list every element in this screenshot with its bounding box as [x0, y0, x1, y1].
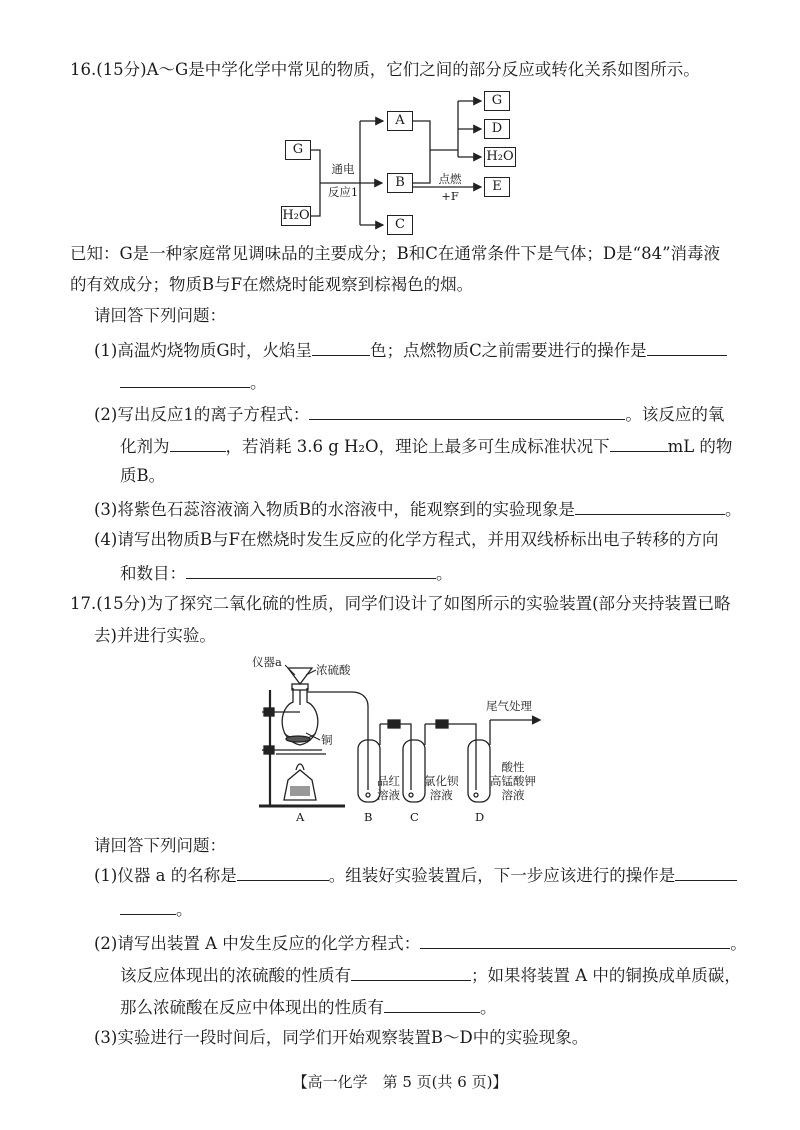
box-g-output: G [484, 91, 510, 111]
q17-part2-line2 [120, 962, 741, 988]
tag-d: D [475, 810, 485, 824]
label-d-solution-line1: 酸性 [501, 760, 525, 774]
tag-a: A [296, 810, 305, 824]
q17-p2-text-e: 。 [480, 998, 497, 1017]
q16-p1-text-a: (1)高温灼烧物质G时，火焰呈 [94, 341, 313, 360]
q17-stem-line2: 去)并进行实验。 [94, 626, 216, 645]
q17-p1-blank-instrument[interactable] [237, 862, 329, 881]
label-c-solution [424, 774, 459, 802]
q17-p2-text-a: (2)请写出装置 A 中发生反应的化学方程式： [94, 934, 421, 953]
q16-p4-end: 。 [436, 564, 453, 583]
q16-p2-text-c: 化剂为 [120, 437, 170, 456]
q16-p2-text-d: ，若消耗 3.6 g H₂O，理论上最多可生成标准状况下 [225, 437, 610, 456]
label-plus-f: +F [441, 189, 459, 203]
box-d: D [484, 119, 510, 139]
q17-p2-text-d: 那么浓硫酸在反应中体现出的性质有 [120, 998, 384, 1017]
q16-part2-line3: 质B。 [120, 466, 166, 485]
q17-p1-end: 。 [176, 900, 193, 919]
box-c: C [387, 215, 413, 235]
box-e: E [484, 177, 510, 197]
q17-p1-text-b: 。组装好实验装置后，下一步应该进行的操作是 [328, 866, 676, 885]
label-instrument-a: 仪器a [252, 655, 282, 669]
label-reaction1: 反应1 [327, 185, 359, 199]
tag-b: B [364, 810, 373, 824]
label-d-solution-line2: 高锰酸钾 [490, 774, 536, 788]
box-water-input: H₂O [281, 206, 311, 226]
q16-p4-text-b: 和数目： [120, 564, 186, 583]
box-water-output: H₂O [484, 147, 516, 167]
label-b-solution-line1: 品红 [377, 774, 400, 788]
page-footer: 【高一化学 第 5 页(共 6 页)】 [292, 1073, 508, 1091]
q17-p2-end: 。 [730, 934, 747, 953]
q16-p1-end: 。 [250, 373, 267, 392]
q17-part2 [94, 930, 747, 956]
q17-stem-line1: 17.(15分)为了探究二氧化硫的性质，同学们设计了如图所示的实验装置(部分夹持装置已略 [70, 594, 731, 613]
q16-part4: (4)请写出物质B与F在燃烧时发生反应的化学方程式，并用双线桥标出电子转移的方向 [94, 530, 719, 549]
q16-p2-text-a: (2)写出反应1的离子方程式： [94, 405, 310, 424]
q17-p1-blank-operation-cont[interactable] [120, 896, 176, 915]
label-ignite: 点燃 [438, 172, 462, 186]
q16-ask: 请回答下列问题： [94, 306, 226, 325]
q17-part1-cont [120, 896, 193, 922]
q17-ask: 请回答下列问题： [94, 836, 226, 855]
q16-known-line2: 的有效成分；物质B与F在燃烧时能观察到棕褐色的烟。 [70, 275, 474, 294]
box-g-input: G [285, 140, 311, 160]
label-d-solution-line3: 溶液 [501, 788, 525, 802]
label-electrolysis: 通电 [331, 162, 355, 176]
label-b-solution [377, 774, 400, 802]
q17-part3: (3)实验进行一段时间后，同学们开始观察装置B～D中的实验现象。 [94, 1028, 589, 1047]
label-c-solution-line2: 溶液 [429, 788, 453, 802]
q17-p2-blank-equation[interactable] [420, 930, 730, 949]
q16-p3-end: 。 [725, 500, 742, 519]
q16-p2-text-b: 。该反应的氧 [625, 405, 725, 424]
label-conc-sulfuric-acid: 浓硫酸 [316, 663, 351, 677]
q16-stem: 16.(15分)A～G是中学化学中常见的物质，它们之间的部分反应或转化关系如图所示。 [70, 60, 700, 79]
q17-p1-blank-operation[interactable] [675, 862, 737, 881]
q17-p1-text-a: (1)仪器 a 的名称是 [94, 866, 237, 885]
q17-part2-line3 [120, 994, 497, 1020]
q17-p2-text-b: 该反应体现出的浓硫酸的性质有 [120, 966, 351, 985]
q16-known-line1: 已知：G是一种家庭常见调味品的主要成分；B和C在通常条件下是气体；D是“84”消毒液 [70, 244, 721, 263]
q16-p1-text-b: 色；点燃物质C之前需要进行的操作是 [370, 341, 647, 360]
q17-part1 [94, 862, 737, 888]
label-d-solution [490, 760, 536, 802]
label-tail-gas: 尾气处理 [486, 699, 532, 713]
q16-p2-text-e: mL 的物 [667, 437, 733, 456]
q17-p2-text-c: ；如果将装置 A 中的铜换成单质碳， [471, 966, 741, 985]
tag-c: C [410, 810, 419, 824]
q17-p2-blank-carbon-properties[interactable] [384, 994, 480, 1013]
label-b-solution-line2: 溶液 [377, 788, 400, 802]
q16-p3-text-a: (3)将紫色石蕊溶液滴入物质B的水溶液中，能观察到的实验现象是 [94, 500, 575, 519]
label-c-solution-line1: 氯化钡 [424, 774, 459, 788]
q17-p2-blank-properties[interactable] [351, 962, 471, 981]
label-copper: 铜 [321, 733, 333, 747]
box-a: A [387, 111, 413, 131]
box-b: B [387, 173, 413, 193]
